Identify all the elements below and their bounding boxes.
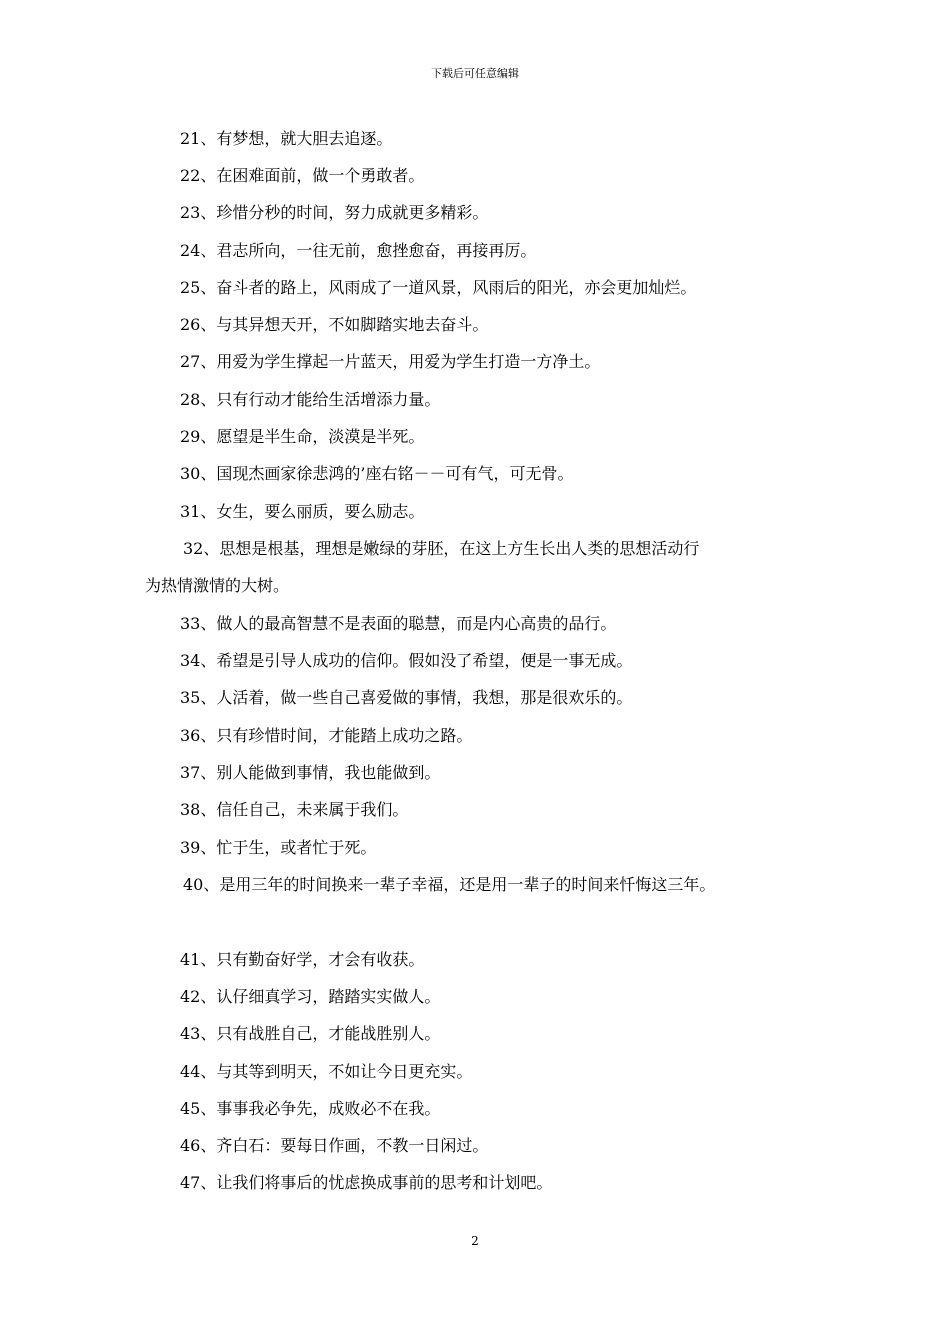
list-item: 25、奋斗者的路上，风雨成了一道风景，风雨后的阳光，亦会更加灿烂。 [180, 278, 697, 297]
list-item: 27、用爱为学生撑起一片蓝天，用爱为学生打造一方净土。 [180, 352, 601, 371]
list-item: 21、有梦想，就大胆去追逐。 [180, 129, 393, 148]
list-item: 30、国现杰画家徐悲鸿的’座右铭－－可有气，可无骨。 [180, 464, 574, 483]
list-item: 24、君志所向，一往无前，愈挫愈奋，再接再厉。 [180, 241, 537, 260]
list-item: 32、思想是根基，理想是嫩绿的芽胚，在这上方生长出人类的思想活动行 [183, 539, 700, 558]
list-item: 39、忙于生，或者忙于死。 [180, 838, 377, 857]
list-item: 33、做人的最高智慧不是表面的聪慧，而是内心高贵的品行。 [180, 614, 617, 633]
page-header: 下载后可任意编辑 [431, 67, 519, 80]
list-item: 35、人活着，做一些自己喜爱做的事情，我想，那是很欢乐的。 [180, 688, 633, 707]
page-number: 2 [471, 1234, 479, 1248]
list-item: 41、只有勤奋好学，才会有收获。 [180, 950, 425, 969]
list-item: 46、齐白石：要每日作画，不教一日闲过。 [180, 1136, 489, 1155]
list-item: 44、与其等到明天，不如让今日更充实。 [180, 1062, 473, 1081]
list-item: 23、珍惜分秒的时间，努力成就更多精彩。 [180, 203, 489, 222]
list-item: 42、认仔细真学习，踏踏实实做人。 [180, 987, 441, 1006]
list-item-continuation: 为热情激情的大树。 [145, 576, 290, 595]
list-item: 28、只有行动才能给生活增添力量。 [180, 390, 441, 409]
list-item: 34、希望是引导人成功的信仰。假如没了希望，便是一事无成。 [180, 651, 633, 670]
list-item: 38、信任自己，未来属于我们。 [180, 800, 409, 819]
list-item: 45、事事我必争先，成败必不在我。 [180, 1099, 441, 1118]
list-item: 47、让我们将事后的忧虑换成事前的思考和计划吧。 [180, 1173, 553, 1192]
list-item: 43、只有战胜自己，才能战胜别人。 [180, 1024, 441, 1043]
list-item: 29、愿望是半生命，淡漠是半死。 [180, 427, 425, 446]
list-item: 26、与其异想天开，不如脚踏实地去奋斗。 [180, 315, 489, 334]
list-item: 40、是用三年的时间换来一辈子幸福，还是用一辈子的时间来忏悔这三年。 [183, 875, 716, 894]
list-item: 22、在困难面前，做一个勇敢者。 [180, 166, 425, 185]
list-item: 37、别人能做到事情，我也能做到。 [180, 763, 441, 782]
list-item: 31、女生，要么丽质，要么励志。 [180, 502, 425, 521]
list-item: 36、只有珍惜时间，才能踏上成功之路。 [180, 726, 473, 745]
